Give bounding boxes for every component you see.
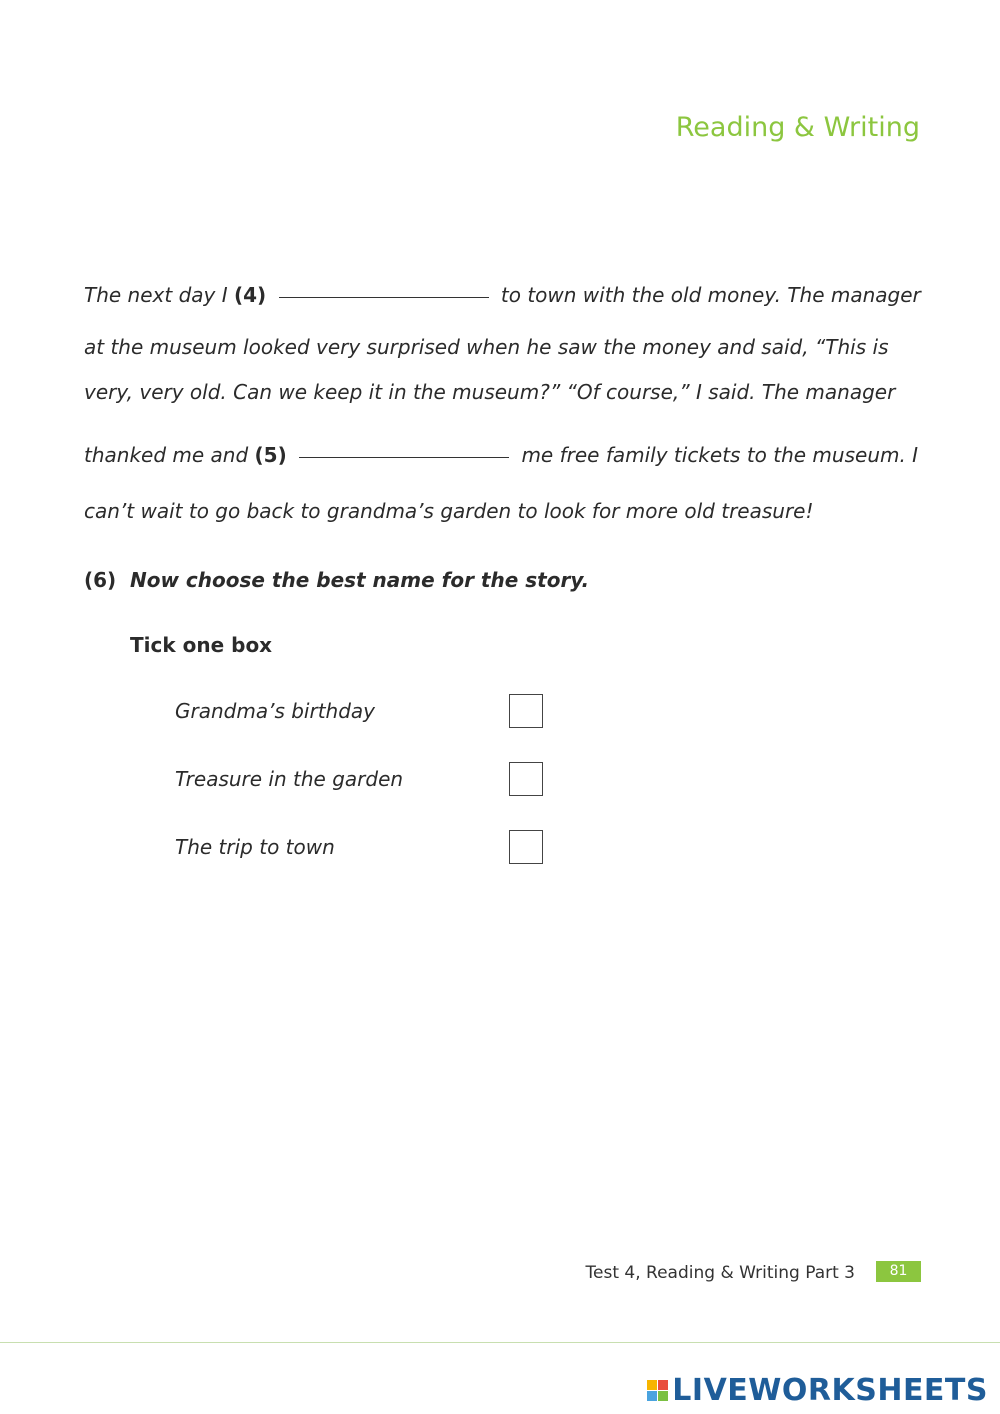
- page-title: Reading & Writing: [675, 112, 920, 143]
- answer-blank-4[interactable]: [279, 296, 489, 298]
- logo-square: [647, 1391, 657, 1401]
- answer-blank-5[interactable]: [299, 456, 509, 458]
- tick-box-trip-to-town[interactable]: [509, 830, 543, 864]
- question-number-4: (4): [233, 283, 267, 307]
- question-text: Now choose the best name for the story.: [130, 568, 590, 592]
- footer-divider: [0, 1342, 1000, 1343]
- page-number: 81: [876, 1261, 921, 1282]
- story-text: to town with the old money. The manager: [500, 283, 921, 307]
- logo-square: [658, 1391, 668, 1401]
- option-label-trip-to-town: The trip to town: [175, 835, 335, 859]
- logo-square: [658, 1380, 668, 1390]
- tick-instruction: Tick one box: [130, 633, 273, 657]
- story-line-5: can’t wait to go back to grandma’s garden to look for more old treasure!: [84, 499, 814, 523]
- brand-name: LIVEWORKSHEETS: [672, 1372, 988, 1408]
- question-number-5: (5): [254, 443, 287, 467]
- tick-box-grandmas-birthday[interactable]: [509, 694, 543, 728]
- story-line-1: [84, 283, 924, 307]
- story-line-4: [84, 443, 924, 467]
- story-line-2: at the museum looked very surprised when he saw the money and said, “This is: [84, 335, 889, 359]
- option-label-treasure-in-the-garden: Treasure in the garden: [175, 767, 404, 791]
- story-text: The next day I: [84, 283, 228, 307]
- story-text: thanked me and: [84, 443, 249, 467]
- tick-box-treasure-in-the-garden[interactable]: [509, 762, 543, 796]
- footer-label: Test 4, Reading & Writing Part 3: [585, 1263, 855, 1283]
- story-line-3: very, very old. Can we keep it in the museum?” “Of course,” I said. The manager: [84, 380, 896, 404]
- question-number-6: (6): [84, 568, 117, 592]
- brand-logo[interactable]: [647, 1373, 988, 1407]
- option-label-grandmas-birthday: Grandma’s birthday: [175, 699, 375, 723]
- logo-square: [647, 1380, 657, 1390]
- liveworksheets-logo-icon: [647, 1380, 668, 1401]
- story-text: me free family tickets to the museum. I: [521, 443, 919, 467]
